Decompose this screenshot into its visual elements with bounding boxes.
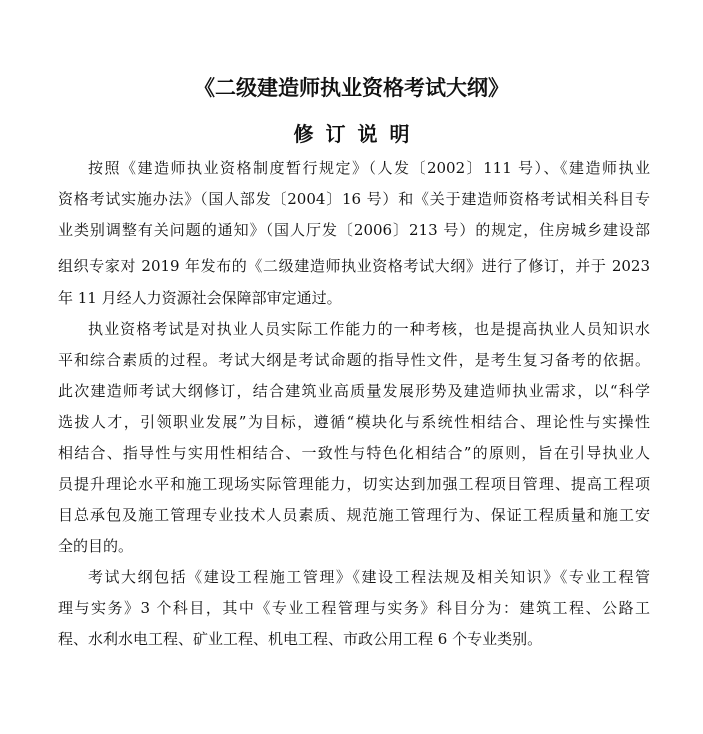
paragraph-3-line-3: 程、水利水电工程、矿业工程、机电工程、市政公用工程 6 个专业类别。 [58,630,543,648]
paragraph-2-line-6: 员提升理论水平和施工现场实际管理能力，切实达到加强工程项目管理、提高工程项 [58,475,650,493]
paragraph-2-line-2: 平和综合素质的过程。考试大纲是考试命题的指导性文件，是考生复习备考的依据。 [58,351,650,369]
paragraph-2-line-7: 目总承包及施工管理专业技术人员素质、规范施工管理行为、保证工程质量和施工安 [58,506,650,524]
paragraph-3-line-2: 理与实务》3 个科目，其中《专业工程管理与实务》科目分为：建筑工程、公路工 [58,599,650,617]
paragraph-1-line-5: 年 11 月经人力资源社会保障部审定通过。 [58,289,342,307]
paragraph-2-line-5: 相结合、指导性与实用性相结合、一致性与特色化相结合”的原则，旨在引导执业人 [58,444,650,462]
paragraph-3-line-1: 考试大纲包括《建设工程施工管理》《建设工程法规及相关知识》《专业工程管 [88,568,650,586]
paragraph-2-line-4: 选拔人才，引领职业发展”为目标，遵循“模块化与系统性相结合、理论性与实操性 [58,413,650,431]
paragraph-2-line-1: 执业资格考试是对执业人员实际工作能力的一种考核，也是提高执业人员知识水 [88,320,650,338]
paragraph-1-line-2: 资格考试实施办法》（国人部发〔2004〕16 号）和《关于建造师资格考试相关科目专 [58,190,650,208]
paragraph-1-line-4: 组织专家对 2019 年发布的《二级建造师执业资格考试大纲》进行了修订，并于 2023 [58,257,650,275]
paragraph-2-line-8: 全的目的。 [58,537,134,555]
document-title: 《二级建造师执业资格考试大纲》 [194,76,509,100]
paragraph-2-line-3: 此次建造师考试大纲修订，结合建筑业高质量发展形势及建造师执业需求，以“科学 [58,382,650,400]
paragraph-1-line-1: 按照《建造师执业资格制度暂行规定》（人发〔2002〕111 号）、《建造师执业 [88,159,650,177]
paragraph-1-line-3: 业类别调整有关问题的通知》（国人厅发〔2006〕213 号）的规定，住房城乡建设部 [58,221,650,239]
document-subtitle: 修订说明 [293,122,422,146]
